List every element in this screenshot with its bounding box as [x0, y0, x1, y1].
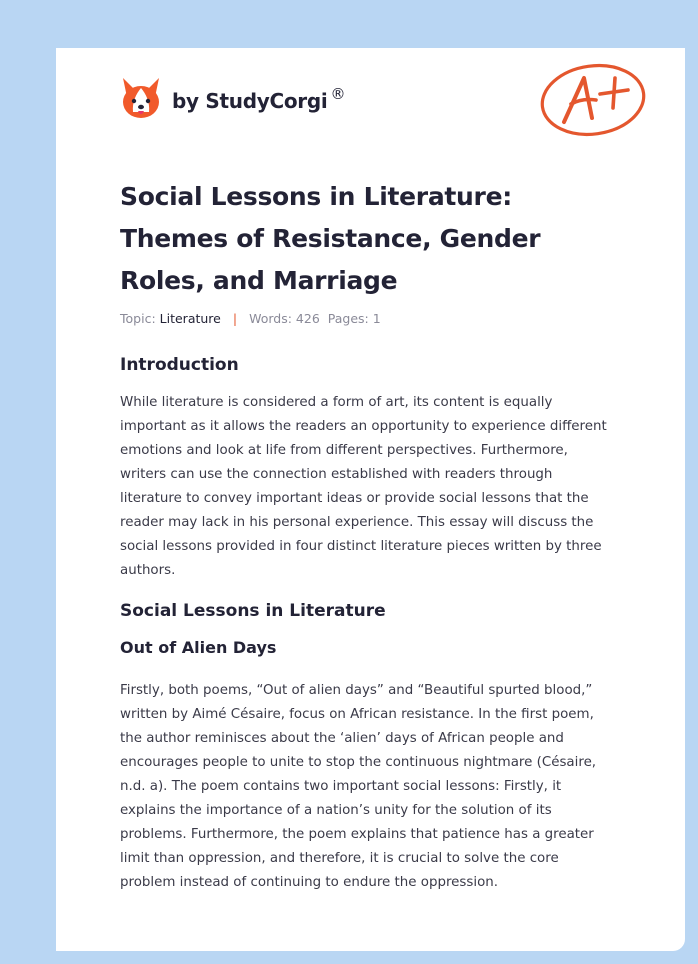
text-line: authors.: [120, 563, 176, 578]
brand-name: by StudyCorgi ®: [172, 85, 346, 113]
page-count: Pages: 1: [327, 311, 381, 326]
social-lessons-heading: Social Lessons in Literature: [120, 601, 386, 621]
document-page: [56, 48, 685, 951]
grade-a-plus-icon: [538, 58, 648, 138]
text-line: written by Aimé Césaire, focus on African resistance. In the first poem,: [120, 707, 594, 722]
introduction-paragraph: [120, 391, 636, 583]
text-line: encourages people to unite to stop the continuous nightmare (Césaire,: [120, 755, 597, 770]
out-of-alien-days-paragraph: [120, 679, 636, 895]
essay-meta: [120, 311, 381, 326]
text-line: emotions and look at life from different perspectives. Furthermore,: [120, 443, 568, 458]
topic-link[interactable]: Literature: [159, 311, 221, 326]
meta-separator: |: [232, 311, 238, 326]
text-line: n.d. a). The poem contains two important social lessons: Firstly, it: [120, 779, 562, 794]
text-line: problem instead of continuing to endure the oppression.: [120, 875, 499, 890]
introduction-heading: Introduction: [120, 355, 239, 375]
text-line: literature to convey important ideas or provide social lessons that the: [120, 491, 589, 506]
text-line: explains the importance of a nation’s unity for the solution of its: [120, 803, 552, 818]
text-line: writers can use the connection established with readers through: [120, 467, 553, 482]
title-line: Roles, and Marriage: [120, 266, 398, 295]
text-line: social lessons provided in four distinct literature pieces written by three: [120, 539, 602, 554]
text-line: the author reminisces about the ‘alien’ days of African people and: [120, 731, 564, 746]
page-title: [120, 176, 590, 302]
text-line: important as it allows the readers an opportunity to experience different: [120, 419, 607, 434]
word-count: Words: 426: [249, 311, 320, 326]
title-line: Social Lessons in Literature:: [120, 182, 512, 211]
text-line: reader may lack in his personal experience. This essay will discuss the: [120, 515, 594, 530]
text-line: While literature is considered a form of art, its content is equally: [120, 395, 553, 410]
title-line: Themes of Resistance, Gender: [120, 224, 541, 253]
corgi-logo-icon: [120, 76, 162, 120]
brand-header[interactable]: [120, 76, 345, 120]
text-line: limit than oppression, and therefore, it is crucial to solve the core: [120, 851, 559, 866]
text-line: Firstly, both poems, “Out of alien days” and “Beautiful spurted blood,”: [120, 683, 593, 698]
out-of-alien-days-heading: Out of Alien Days: [120, 638, 277, 657]
topic-label: Topic:: [120, 311, 156, 326]
text-line: problems. Furthermore, the poem explains that patience has a greater: [120, 827, 594, 842]
